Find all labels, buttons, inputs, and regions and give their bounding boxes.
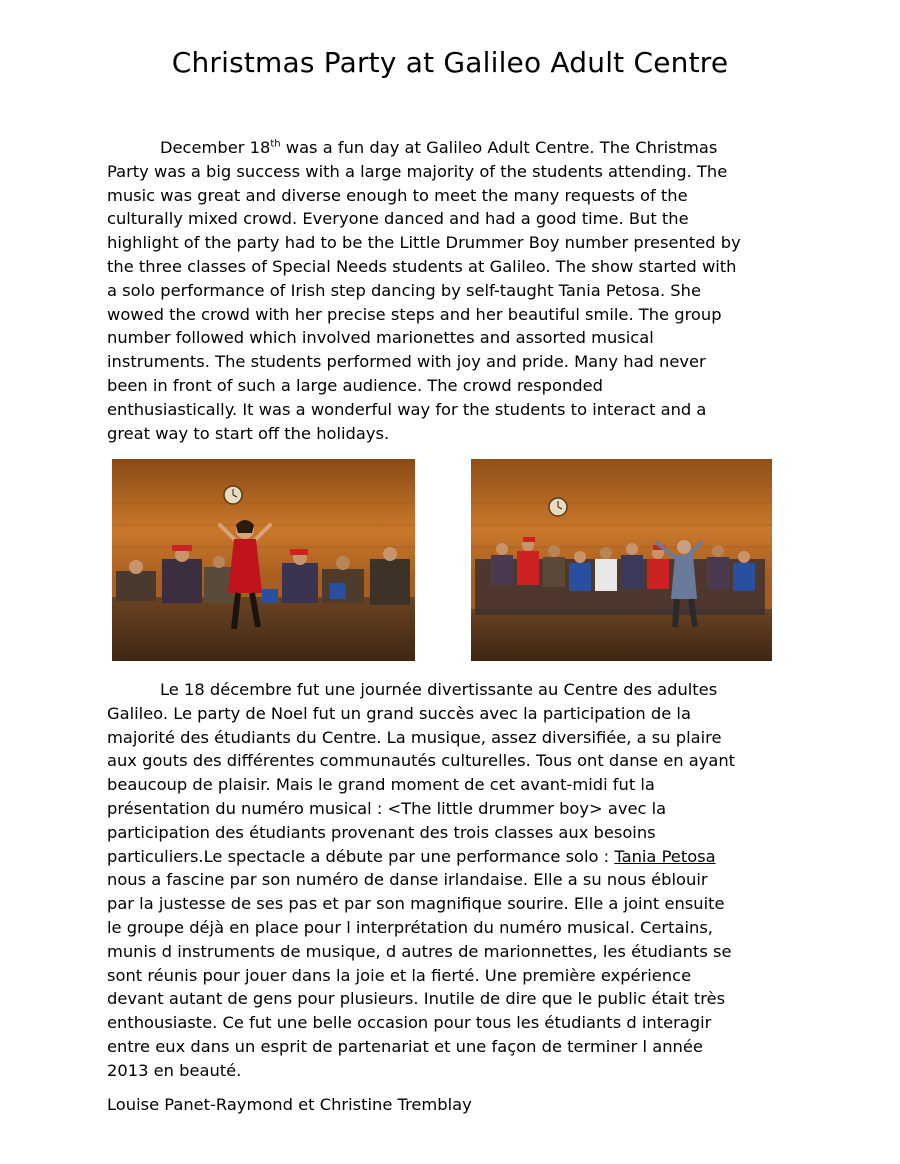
text-line: Party was a big success with a large majority of the students attending. The: [107, 161, 728, 181]
text-line: wowed the crowd with her precise steps and her beautiful smile. The group: [107, 304, 722, 324]
text-line: instruments. The students performed with joy and pride. Many had never: [107, 352, 706, 372]
text-line: sont réunis pour jouer dans la joie et la fierté. Une première expérience: [107, 965, 692, 985]
text-line: been in front of such a large audience. The crowd responded: [107, 375, 603, 395]
french-first-line: [107, 678, 807, 702]
underlined-name: Tania Petosa: [614, 846, 716, 866]
text-line: participation des étudiants provenant des trois classes aux besoins: [107, 822, 656, 842]
text-line: nous a fascine par son numéro de danse irlandaise. Elle a su nous éblouir: [107, 870, 708, 890]
text-line: Galileo. Le party de Noel fut un grand succès avec la participation de la: [107, 703, 691, 723]
author-signature: Louise Panet-Raymond et Christine Tremblay: [107, 1095, 472, 1114]
text-line: highlight of the party had to be the Little Drummer Boy number presented by: [107, 233, 741, 253]
text-line: culturally mixed crowd. Everyone danced and had a good time. But the: [107, 209, 689, 229]
text-segment: was a fun day at Galileo Adult Centre. The Christmas: [280, 138, 718, 157]
text-line: 2013 en beauté.: [107, 1060, 242, 1080]
text-line: par la justesse de ses pas et par son magnifique sourire. Elle a joint ensuite: [107, 894, 725, 914]
text-line: aux gouts des différentes communautés culturelles. Tous ont danse en ayant: [107, 751, 736, 771]
text-segment: particuliers.Le spectacle a débute par une performance solo :: [107, 846, 615, 866]
french-paragraph: [107, 678, 807, 1083]
page-title: Christmas Party at Galileo Adult Centre: [171, 46, 729, 79]
text-line: the three classes of Special Needs students at Galileo. The show started with: [107, 256, 737, 276]
photo-solo-dancer: [112, 459, 415, 661]
superscript: th: [270, 138, 281, 150]
text-line: great way to start off the holidays.: [107, 423, 390, 443]
text-line: enthousiaste. Ce fut une belle occasion pour tous les étudiants d interagir: [107, 1013, 712, 1033]
text-line: entre eux dans un esprit de partenariat et une façon de terminer l année: [107, 1036, 703, 1056]
text-line: a solo performance of Irish step dancing by self-taught Tania Petosa. She: [107, 280, 701, 300]
english-paragraph: [107, 136, 807, 445]
text-line: enthusiastically. It was a wonderful way for the students to interact and a: [107, 399, 707, 419]
text-segment: Le 18 décembre fut une journée divertissante au Centre des adultes: [160, 680, 718, 699]
english-first-line: [107, 136, 807, 160]
text-line-with-name: [107, 845, 807, 869]
text-line: munis d instruments de musique, d autres de marionnettes, les étudiants se: [107, 941, 732, 961]
text-line: majorité des étudiants du Centre. La musique, assez diversifiée, a su plaire: [107, 727, 722, 747]
text-segment: December 18: [160, 138, 271, 157]
text-line: présentation du numéro musical : <The little drummer boy> avec la: [107, 798, 667, 818]
text-line: music was great and diverse enough to meet the many requests of the: [107, 185, 688, 205]
text-line: devant autant de gens pour plusieurs. Inutile de dire que le public était très: [107, 989, 726, 1009]
text-line: le groupe déjà en place pour l interprétation du numéro musical. Certains,: [107, 917, 713, 937]
text-line: number followed which involved marionettes and assorted musical: [107, 328, 654, 348]
text-line: beaucoup de plaisir. Mais le grand moment de cet avant-midi fut la: [107, 775, 655, 795]
photo-group-performance: [471, 459, 772, 661]
